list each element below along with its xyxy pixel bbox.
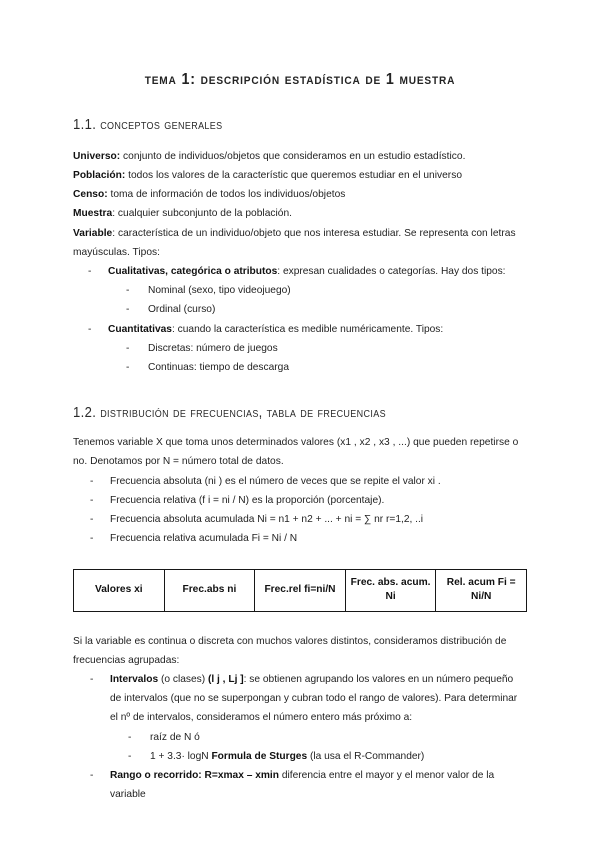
definition-sep: :: [116, 150, 124, 162]
list-item-frecuencia-relativa: [73, 491, 527, 510]
list-item-text-discretas: Discretas: número de juegos: [148, 342, 278, 354]
list-item-label-intervalos: Intervalos: [110, 673, 159, 685]
definition-text-universo: conjunto de individuos/objetos que consideramos en un estudio estadístico.: [123, 150, 466, 162]
definition-sep: :: [104, 189, 111, 201]
bullet-dash-icon: -: [90, 673, 94, 685]
definition-sep: :: [112, 208, 118, 220]
bullet-dash-icon: -: [128, 731, 132, 743]
definition-poblacion: [73, 166, 527, 185]
list-item-rango-recorrido: [73, 766, 527, 804]
list-item-ordinal: [108, 300, 527, 319]
definition-censo: [73, 185, 527, 204]
definitions-block: [73, 147, 527, 262]
list-item-frecuencia-absoluta: [73, 472, 527, 491]
list-item-interval-notation: (l j , Lj ]: [207, 673, 244, 685]
grouped-frequencies-intro: Si la variable es continua o discreta con muchos valores distintos, consideramos distribución de frecuencias agrupadas:: [73, 635, 507, 666]
list-item-text-frecuencia-absoluta: Frecuencia absoluta (ni ) es el número de veces que se repite el valor xi .: [110, 475, 441, 487]
list-item-text-rango-recorrido: diferencia entre el mayor y el menor valor de la variable: [110, 769, 495, 801]
definition-term-muestra: Muestra: [73, 208, 113, 220]
definition-term-variable: Variable: [73, 227, 113, 239]
table-header-valores-xi: Valores xi: [74, 569, 165, 611]
bullet-dash-icon: -: [88, 265, 92, 277]
grouped-frequencies-list: [73, 670, 527, 804]
table-header-frec-rel-fi: Frec.rel fi=ni/N: [255, 569, 346, 611]
list-item-text-frecuencia-relativa: Frecuencia relativa (f i = ni / N) es la proporción (porcentaje).: [110, 494, 385, 506]
definition-muestra: [73, 204, 527, 223]
list-item-cualitativas: [73, 262, 527, 320]
table-header-frec-abs-ni: Frec.abs ni: [164, 569, 255, 611]
definition-universo: [73, 147, 527, 166]
list-item-intervalos: [73, 670, 527, 766]
bullet-dash-icon: -: [128, 750, 132, 762]
list-item-formula-sturges-label: Formula de Sturges: [211, 750, 308, 762]
list-item-label-cualitativas: Cualitativas, categórica o atributos: [108, 265, 278, 277]
frequency-table: [73, 569, 527, 612]
definition-term-censo: Censo: [73, 189, 105, 201]
list-item-label-cuantitativas: Cuantitativas: [108, 323, 172, 335]
table-header-frec-abs-acum-ni: Frec. abs. acum. Ni: [345, 569, 436, 611]
definition-sep: :: [121, 169, 129, 181]
list-item-continuas: [108, 358, 527, 377]
list-item-text-cuantitativas: : cuando la característica es medible numéricamente. Tipos:: [171, 323, 444, 335]
list-item-text-continuas: Continuas: tiempo de descarga: [148, 361, 290, 373]
bullet-dash-icon: -: [126, 304, 130, 316]
section-heading-1-2: 1.2. distribución de frecuencias, tabla de frecuencias: [73, 405, 386, 422]
bullet-dash-icon: -: [90, 514, 94, 526]
list-item-text-nominal: Nominal (sexo, tipo videojuego): [148, 285, 291, 297]
list-item-text-frecuencia-relativa-acumulada: Frecuencia relativa acumulada Fi = Ni / N: [110, 533, 298, 545]
bullet-dash-icon: -: [90, 769, 94, 781]
frequency-table-container: [73, 569, 527, 612]
bullet-dash-icon: -: [126, 361, 130, 373]
definition-text-censo: toma de información de todos los individuos/objetos: [110, 189, 346, 201]
list-item-nominal: [108, 281, 527, 300]
list-item-text-ordinal: Ordinal (curso): [148, 304, 216, 316]
list-item-text-raiz-de-n: raíz de N ó: [150, 731, 200, 743]
document-title: tema 1: descripción estadística de 1 muestra: [144, 71, 456, 88]
bullet-dash-icon: -: [90, 475, 94, 487]
list-item-sturges: [110, 747, 527, 766]
list-item-mid-intervalos: (o clases): [158, 673, 208, 685]
bullet-dash-icon: -: [90, 533, 94, 545]
list-item-formula-sturges-expression: 1 + 3.3· logN: [150, 750, 212, 762]
list-item-text-intervalos: : se obtienen agrupando los valores en un número pequeño de intervalos (que no se superpongan y cubran todo el rango de valores). Para determinar el nº de intervalos, consideramos el número entero más próximo a:: [110, 673, 518, 724]
list-item-text-cualitativas: : expresan cualidades o categorías. Hay dos tipos:: [277, 265, 506, 277]
bullet-dash-icon: -: [88, 323, 92, 335]
definition-sep: :: [112, 227, 118, 239]
bullet-dash-icon: -: [126, 285, 130, 297]
section-1-2-intro: Tenemos variable X que toma unos determinados valores (x1 , x2 , x3 , ...) que pueden repetirse o no. Denotamos por N = número total de datos.: [73, 437, 519, 468]
list-item-frecuencia-relativa-acumulada: [73, 529, 527, 548]
interval-count-sublist: [110, 728, 527, 766]
bullet-dash-icon: -: [126, 342, 130, 354]
bullet-dash-icon: -: [90, 494, 94, 506]
table-header-row: [74, 569, 527, 611]
section-heading-1-1: 1.1. conceptos generales: [73, 116, 223, 133]
list-item-label-rango-recorrido: Rango o recorrido: R=xmax – xmin: [110, 769, 279, 781]
list-item-formula-sturges-note: (la usa el R-Commander): [307, 750, 425, 762]
frequency-definitions-list: [73, 472, 527, 549]
table-header-rel-acum-fi: Rel. acum Fi = Ni/N: [436, 569, 527, 611]
variable-types-list: [73, 262, 527, 377]
definition-term-universo: Universo: [73, 150, 117, 162]
list-item-frecuencia-absoluta-acumulada: [73, 510, 527, 529]
list-item-raiz-de-n: [110, 728, 527, 747]
definition-term-poblacion: Población: [73, 169, 122, 181]
definition-text-variable: característica de un individuo/objeto que nos interesa estudiar. Se representa con letras mayúsculas. Tipos:: [73, 227, 516, 258]
definition-text-poblacion: todos los valores de la característic que queremos estudiar en el universo: [128, 169, 463, 181]
definition-variable: [73, 224, 527, 262]
definition-text-muestra: cualquier subconjunto de la población.: [117, 208, 292, 220]
list-item-text-frecuencia-absoluta-acumulada: Frecuencia absoluta acumulada Ni = n1 + n2 + ... + ni = ∑ nr r=1,2, ..i: [110, 514, 424, 526]
cualitativas-sublist: [108, 281, 527, 319]
cuantitativas-sublist: [108, 339, 527, 377]
list-item-cuantitativas: [73, 320, 527, 378]
list-item-discretas: [108, 339, 527, 358]
